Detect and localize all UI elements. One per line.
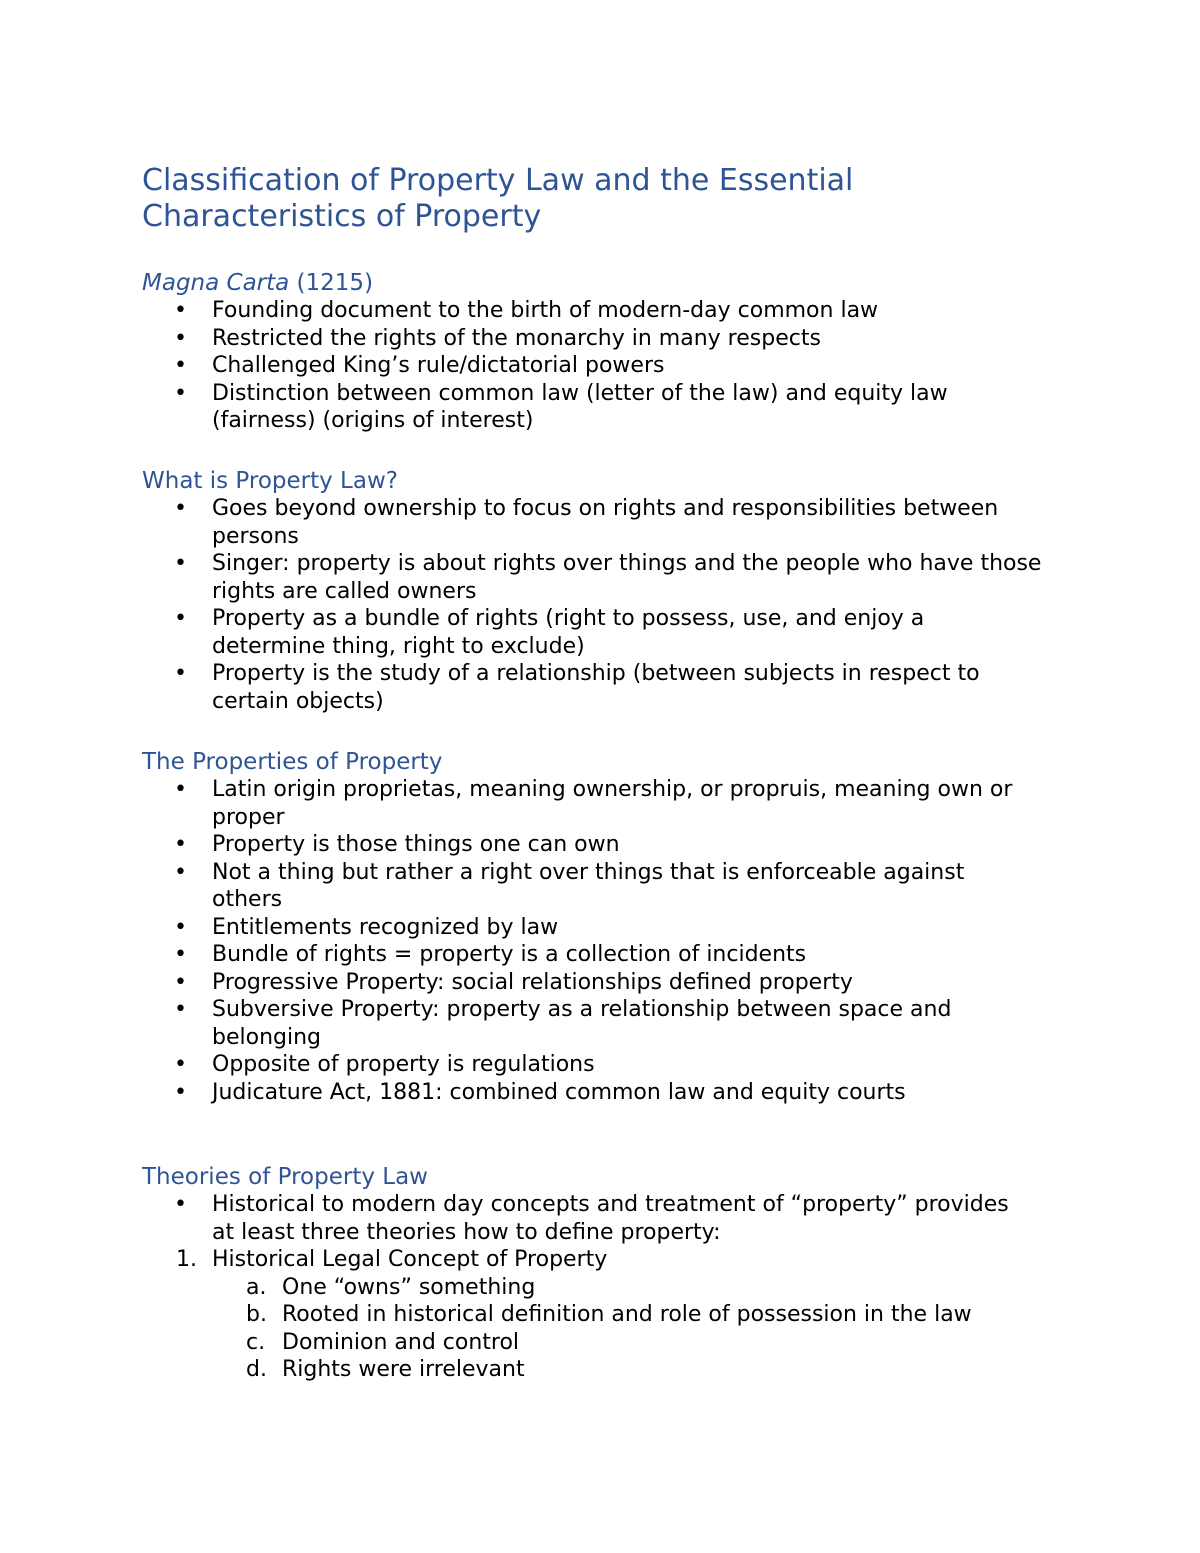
bullet-list <box>142 1191 1102 1246</box>
section-heading: Theories of Property Law <box>142 1164 428 1190</box>
heading-rest: (1215) <box>289 270 374 296</box>
section-heading: The Properties of Property <box>142 749 443 775</box>
sub-item-text: One “owns” something <box>282 1274 536 1300</box>
list-item: • Challenged King’s rule/dictatorial powers <box>142 352 1102 380</box>
list-item: • Property as a bundle of rights (right to possess, use, and enjoy a determine thing, right to exclude) <box>142 605 1002 660</box>
bullet-list <box>142 297 1102 435</box>
section-theories <box>142 1164 1102 1384</box>
numbered-item <box>142 1246 1102 1384</box>
list-item: • Not a thing but rather a right over things that is enforceable against others <box>142 859 1032 914</box>
sub-list-item <box>212 1329 1102 1357</box>
list-item: • Progressive Property: social relationships defined property <box>142 969 1102 997</box>
list-item: • Property is the study of a relationship (between subjects in respect to certain objects) <box>142 660 1062 715</box>
list-item: • Restricted the rights of the monarchy in many respects <box>142 325 1102 353</box>
sub-item-text: Dominion and control <box>282 1329 520 1355</box>
numbered-item-text: Historical Legal Concept of Property <box>212 1247 608 1272</box>
list-item: • Subversive Property: property as a relationship between space and belonging <box>142 996 1032 1051</box>
list-item: • Latin origin proprietas, meaning ownership, or propruis, meaning own or proper <box>142 776 1052 831</box>
numbered-list <box>142 1246 1102 1384</box>
list-marker: b. <box>246 1302 267 1327</box>
sub-list <box>212 1274 1102 1384</box>
list-item: • Historical to modern day concepts and treatment of “property” provides at least three theories how to define property: <box>142 1191 1012 1246</box>
title-line-1: Classification of Property Law and the Essential <box>142 163 854 198</box>
list-item: • Bundle of rights = property is a collection of incidents <box>142 941 1102 969</box>
sub-list-item <box>212 1356 1102 1384</box>
list-marker: a. <box>246 1274 267 1300</box>
sub-list-item <box>212 1274 1102 1302</box>
list-item: • Property is those things one can own <box>142 831 1102 859</box>
heading-italic: Magna Carta <box>142 270 290 296</box>
list-marker: 1. <box>176 1247 197 1272</box>
list-item: • Entitlements recognized by law <box>142 914 1102 942</box>
bullet-list <box>142 495 1102 715</box>
list-item: • Distinction between common law (letter of the law) and equity law (fairness) (origins of interest) <box>142 380 1012 435</box>
section-heading: What is Property Law? <box>142 468 398 494</box>
section-magna-carta <box>142 270 1102 435</box>
sub-list-item <box>212 1301 1102 1329</box>
list-item: • Singer: property is about rights over things and the people who have those rights are called owners <box>142 550 1062 605</box>
list-item: • Judicature Act, 1881: combined common law and equity courts <box>142 1079 1102 1107</box>
document-title <box>142 163 1042 235</box>
list-item: • Opposite of property is regulations <box>142 1051 1102 1079</box>
section-heading <box>142 270 1102 297</box>
list-item: • Goes beyond ownership to focus on rights and responsibilities between persons <box>142 495 1062 550</box>
title-line-2: Characteristics of Property <box>142 199 542 234</box>
section-what-is-property-law <box>142 468 1102 715</box>
bullet-list <box>142 776 1102 1106</box>
list-marker: c. <box>246 1329 266 1355</box>
list-marker: d. <box>246 1357 267 1382</box>
sub-item-text: Rights were irrelevant <box>282 1357 525 1382</box>
section-properties-of-property <box>142 749 1102 1106</box>
sub-item-text: Rooted in historical definition and role of possession in the law <box>282 1302 972 1327</box>
list-item: • Founding document to the birth of modern-day common law <box>142 297 1102 325</box>
